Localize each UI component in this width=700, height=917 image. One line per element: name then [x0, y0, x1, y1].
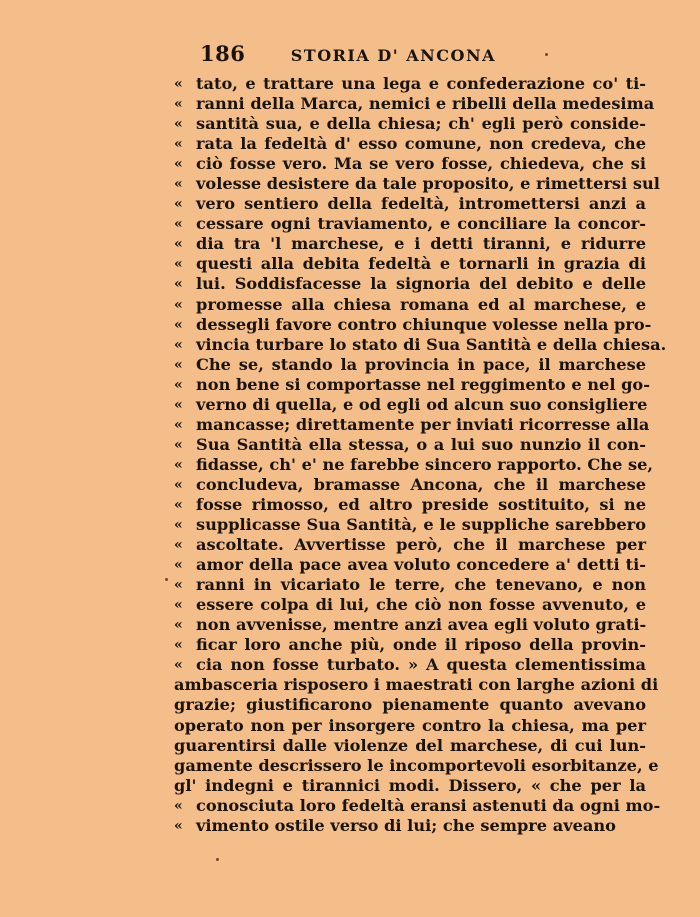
quote-mark: « — [174, 236, 183, 253]
line-text: questi alla debita fedeltà e tornarli in grazia di — [196, 254, 646, 274]
quote-mark: « — [174, 416, 183, 433]
text-line — [174, 635, 646, 655]
quote-mark: « — [174, 336, 183, 353]
line-text: vimento ostile verso di lui; che sempre aveano — [196, 815, 616, 835]
margin-speck — [545, 53, 548, 56]
text-line — [174, 334, 667, 355]
text-line — [174, 535, 646, 555]
quote-mark: « — [174, 156, 183, 173]
text-line — [174, 194, 646, 214]
line-text: ascoltate. Avvertisse però, che il marchese per — [196, 535, 646, 555]
quote-mark: « — [174, 617, 183, 634]
quote-mark: « — [174, 176, 183, 193]
text-line — [174, 755, 659, 776]
text-line — [174, 174, 660, 194]
line-text: ranni della Marca, nemici e ribelli della medesima — [196, 94, 655, 114]
quote-mark: « — [174, 116, 183, 133]
line-text: fosse rimosso, ed altro preside sostituito, si ne — [196, 494, 646, 514]
line-text: ambasceria risposero i maestrati con larghe azioni di — [174, 675, 659, 695]
quote-mark: « — [174, 136, 183, 153]
quote-mark: « — [174, 496, 183, 513]
text-line — [174, 454, 654, 475]
quote-mark: « — [174, 376, 183, 393]
line-text: promesse alla chiesa romana ed al marchese, e — [196, 294, 646, 314]
quote-mark: « — [174, 476, 183, 493]
text-line — [174, 94, 655, 114]
text-line — [174, 414, 650, 435]
line-text: concludeva, bramasse Ancona, che il marchese — [196, 474, 646, 494]
quote-mark: « — [174, 96, 183, 113]
text-line — [174, 716, 646, 736]
running-title: STORIA D' ANCONA — [290, 46, 496, 65]
quote-mark: « — [174, 537, 183, 554]
text-line — [174, 355, 646, 375]
line-text: grazie; giustificarono pienamente quanto avevano — [174, 695, 646, 715]
text-line — [174, 655, 646, 675]
line-text: amor della pace avea voluto concedere a' detti ti- — [196, 555, 646, 575]
quote-mark: « — [174, 657, 183, 674]
text-line — [174, 555, 646, 575]
quote-mark: « — [174, 316, 183, 333]
text-line — [174, 274, 646, 294]
line-text: operato non per insorgere contro la chiesa, ma per — [174, 715, 646, 735]
line-text: non bene si comportasse nel reggimento e nel go- — [196, 374, 650, 394]
line-text: guarentirsi dalle violenze del marchese, di cui lun- — [174, 735, 646, 755]
quote-mark: « — [174, 817, 183, 834]
quote-mark: « — [174, 797, 183, 814]
line-text: non avvenisse, mentre anzi avea egli voluto grati- — [196, 615, 647, 635]
quote-mark: « — [174, 256, 183, 273]
margin-speck — [165, 578, 168, 581]
text-line — [174, 374, 650, 395]
quote-mark: « — [174, 356, 183, 373]
text-line — [174, 515, 646, 535]
text-line — [174, 234, 646, 254]
text-line — [174, 134, 646, 154]
quote-mark: « — [174, 557, 183, 574]
text-line — [174, 214, 646, 234]
line-text: Sua Santità ella stessa, o a lui suo nunzio il con- — [196, 434, 646, 454]
text-line — [174, 435, 646, 455]
text-line — [174, 295, 646, 315]
text-line — [174, 615, 646, 635]
text-line — [174, 475, 646, 495]
line-text: cia non fosse turbato. » A questa clementissima — [196, 655, 646, 675]
text-line — [174, 154, 646, 174]
line-text: cessare ogni traviamento, e conciliare la concor- — [196, 214, 646, 234]
quote-mark: « — [174, 276, 183, 293]
margin-speck — [216, 858, 219, 861]
line-text: mancasse; direttamente per inviati ricorresse alla — [196, 414, 650, 434]
body-text — [174, 74, 667, 836]
line-text: gl' indegni e tirannici modi. Dissero, « che per la — [174, 775, 646, 795]
text-line — [174, 114, 646, 134]
quote-mark: « — [174, 76, 183, 92]
quote-mark: « — [174, 456, 183, 473]
quote-mark: « — [174, 436, 183, 453]
text-line — [174, 675, 659, 695]
text-line — [174, 74, 646, 94]
text-line — [174, 736, 646, 756]
line-text: gamente descrissero le incomportevoli esorbitanze, e — [174, 755, 659, 775]
line-text: ciò fosse vero. Ma se vero fosse, chiedeva, che si — [196, 154, 646, 174]
page-number: 186 — [200, 41, 246, 66]
quote-mark: « — [174, 216, 183, 233]
line-text: santità sua, e della chiesa; ch' egli però conside- — [196, 114, 646, 134]
line-text: rata la fedeltà d' esso comune, non credeva, che — [196, 134, 646, 154]
text-line — [174, 254, 646, 274]
line-text: tato, e trattare una lega e confederazione co' ti- — [196, 74, 646, 93]
line-text: conosciuta loro fedeltà eransi astenuti da ogni mo- — [196, 795, 661, 815]
line-text: lui. Soddisfacesse la signoria del debito e delle — [196, 274, 646, 294]
line-text: verno di quella, e od egli od alcun suo consigliere — [196, 394, 648, 414]
line-text: ficar loro anche più, onde il riposo della provin- — [196, 635, 646, 655]
quote-mark: « — [174, 637, 183, 654]
line-text: dia tra 'l marchese, e i detti tiranni, e ridurre — [196, 234, 646, 254]
line-text: supplicasse Sua Santità, e le suppliche sarebbero — [196, 515, 646, 535]
line-text: ranni in vicariato le terre, che tenevano, e non — [196, 575, 646, 595]
page-header — [200, 41, 496, 65]
line-text: fidasse, ch' e' ne farebbe sincero rapporto. Che se, — [196, 454, 654, 474]
text-line — [174, 595, 646, 615]
quote-mark: « — [174, 597, 183, 614]
text-line — [174, 575, 646, 595]
text-line — [174, 795, 661, 816]
text-line — [174, 495, 646, 515]
line-text: vincia turbare lo stato di Sua Santità e della chiesa. — [196, 334, 667, 354]
text-line — [174, 395, 646, 415]
quote-mark: « — [174, 196, 183, 213]
text-line — [174, 816, 646, 836]
quote-mark: « — [174, 577, 183, 594]
quote-mark: « — [174, 296, 183, 313]
text-line — [174, 776, 646, 796]
line-text: volesse desistere da tale proposito, e rimettersi sul — [196, 174, 660, 194]
quote-mark: « — [174, 517, 183, 534]
line-text: vero sentiero della fedeltà, intromettersi anzi a — [196, 194, 646, 214]
quote-mark: « — [174, 396, 183, 413]
line-text: essere colpa di lui, che ciò non fosse avvenuto, e — [196, 595, 646, 615]
line-text: dessegli favore contro chiunque volesse nella pro- — [196, 314, 652, 334]
text-line — [174, 695, 646, 715]
line-text: Che se, stando la provincia in pace, il marchese — [196, 354, 646, 374]
text-line — [174, 314, 652, 335]
